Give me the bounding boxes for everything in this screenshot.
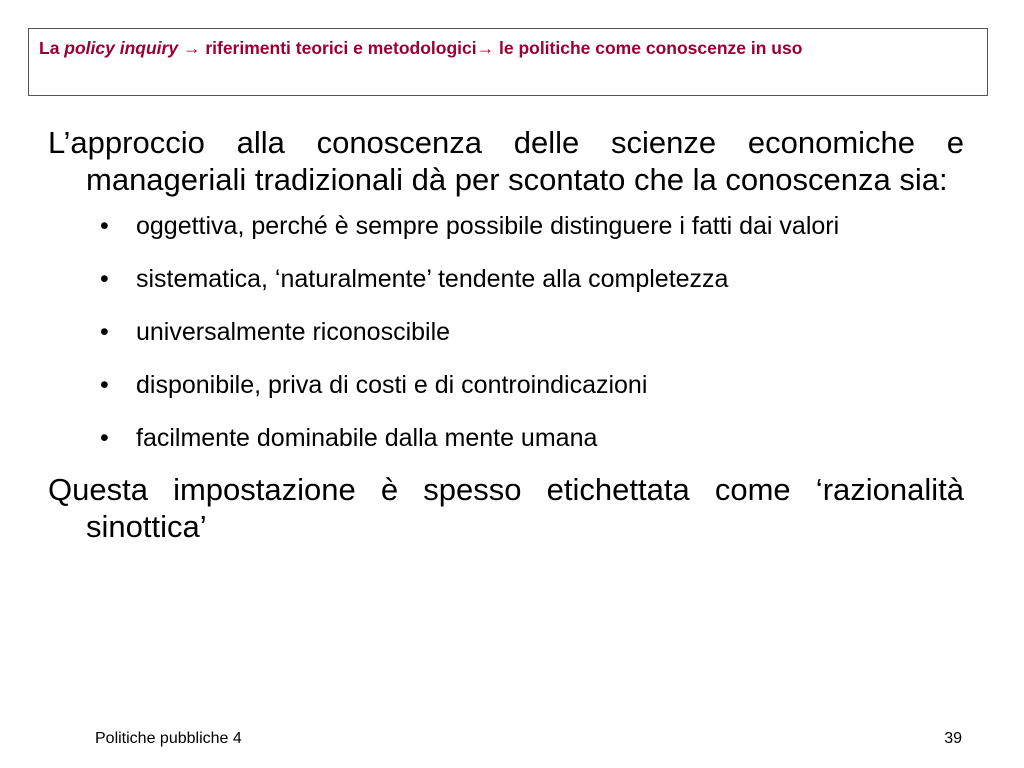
slide-content [48, 124, 964, 545]
right-arrow-icon: → [476, 38, 495, 58]
title-italic: policy inquiry [64, 38, 179, 58]
title-suffix: le politiche come conoscenze in uso [494, 38, 803, 58]
conclusion-paragraph: Questa impostazione è spesso etichettata come ‘razionalità sinottica’ [48, 472, 964, 544]
page-number: 39 [944, 730, 962, 747]
right-arrow-icon: → [182, 38, 201, 58]
title-mid: riferimenti teorici e metodologici [200, 38, 477, 58]
bullet-icon: • [100, 318, 109, 346]
list-item [48, 318, 964, 347]
bullet-list [48, 212, 964, 453]
bullet-icon: • [100, 265, 109, 293]
bullet-text: universalmente riconoscibile [136, 318, 451, 346]
list-item [48, 265, 964, 294]
list-item [48, 424, 964, 453]
list-item [48, 371, 964, 400]
bullet-text: facilmente dominabile dalla mente umana [136, 424, 598, 452]
bullet-text: disponibile, priva di costi e di controindicazioni [136, 371, 648, 399]
title-prefix: La [39, 38, 65, 58]
list-item [48, 212, 964, 241]
bullet-text: sistematica, ‘naturalmente’ tendente alla completezza [136, 265, 729, 293]
bullet-icon: • [100, 212, 109, 240]
bullet-text: oggettiva, perché è sempre possibile distinguere i fatti dai valori [136, 212, 840, 240]
footer-course-label: Politiche pubbliche 4 [95, 730, 242, 747]
slide-title-box [28, 28, 988, 96]
intro-paragraph: L’approccio alla conoscenza delle scienze economiche e manageriali tradizionali dà per scontato che la conoscenza sia: [48, 125, 964, 197]
bullet-icon: • [100, 371, 109, 399]
bullet-icon: • [100, 424, 109, 452]
